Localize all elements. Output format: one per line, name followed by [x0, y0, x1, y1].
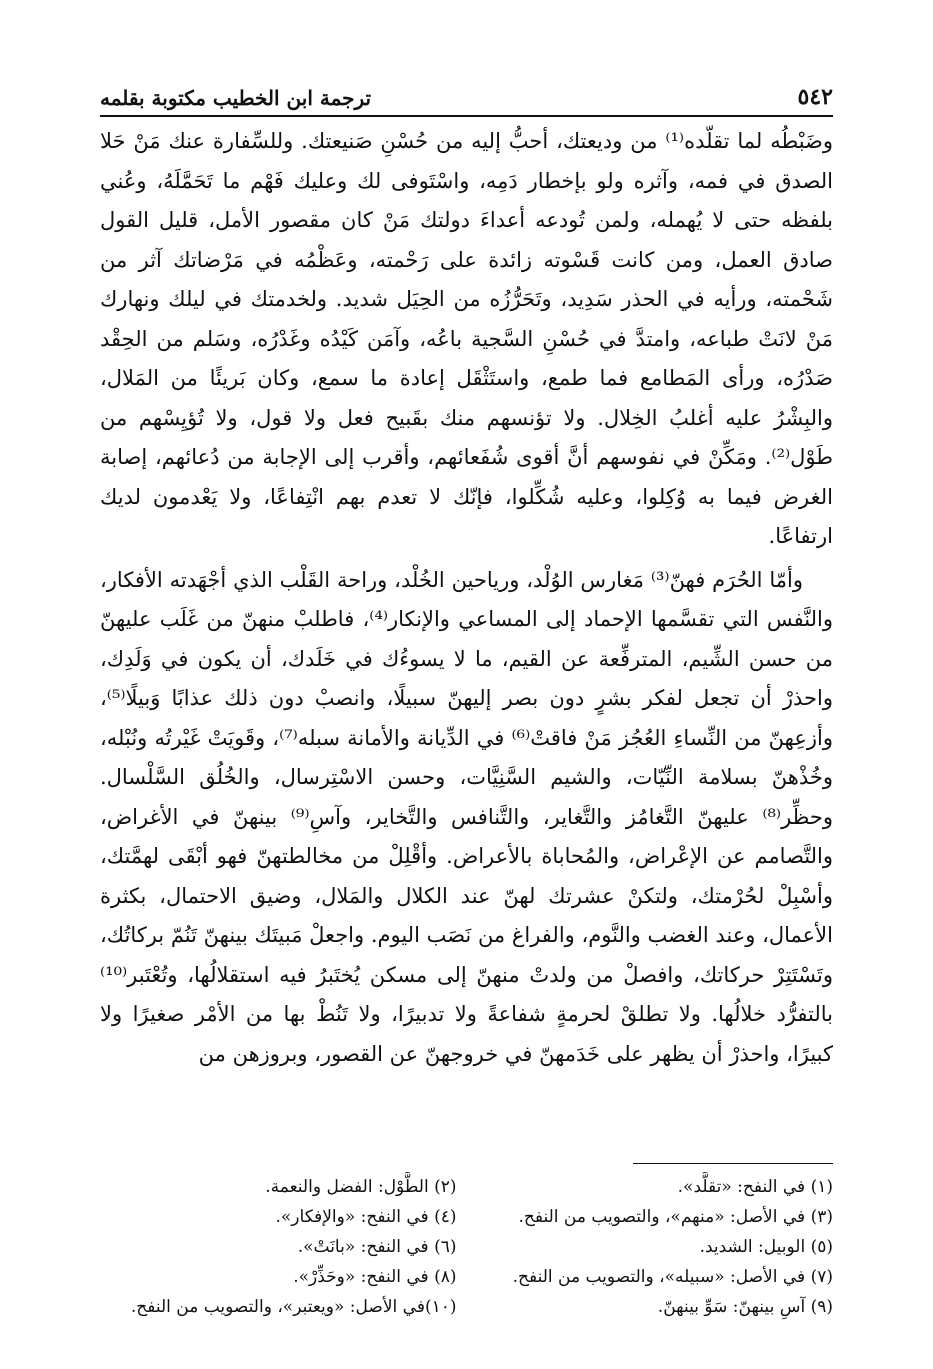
footnote: (١٠)في الأصل: «ويعتبر»، والتصويب من النفح. [130, 1297, 457, 1317]
footnotes [100, 1172, 833, 1322]
page-header [100, 70, 833, 110]
footnote: (٦) في النفح: «بانَتْ». [297, 1237, 457, 1257]
footnote: (٤) في النفح: «والإفكار». [275, 1207, 457, 1227]
footnote: (٧) في الأصل: «سبيله»، والتصويب من النفح. [512, 1267, 833, 1287]
footnote: (١) في النفح: «تقلَّد». [677, 1177, 833, 1197]
paragraph: وضَبْطُه لما تقلّده⁽¹⁾ من وديعتك، أحبُّ إليه من حُسْنِ صَنيعتك. وللسِّفارة عنك مَنْ حَلا الصدق في فمه، وآثره ولو بإخطار دَمِه، واسْتَوفى لك وعليك فَهْم ما تَحَمَّلَهُ، وعُني بلفظه حتى لا يُهمله، ولمن تُودعه أعداءَ دولتك مَنْ كان مقصور الأمل، قليل القول صادق العمل، ومن كانت قَسْوته زائدة على رَحْمته، وعَظْمُه في مَرْضاتك آثر من شَحْمته، ورأيه في الحذر سَدِيد، وتَحَرُّزُه من الحِيَل شديد. ولخدمتك في ليلك ونهارك مَنْ لانَتْ طباعه، وامتدَّ في حُسْنِ السَّجية باعُه، وآمَن كَيْدُه وغَدْرُه، وسَلم من الحِقْد صَدْرُه، ورأى المَطامع فما طمع، واستَثْقَل إعادة ما سمع، وكان بَريئًا من المَلال، والبِشْرُ عليه أغلبُ الخِلال. ولا تؤنسهم منك بقَبيح فعل ولا قول، ولا تُؤيِسْهم من طَوْل⁽²⁾. ومَكِّنْ في نفوسهم أنَّ أقوى شُفَعائهم، وأقرب إلى الإجابة من دُعائهم، إصابة الغرض فيما به وُكِلوا، وعليه شُكِّلوا، فإنّك لا تعدم بهم انْتِفاعًا، ولا يَعْدمون لديك ارتفاعًا. [100, 129, 834, 548]
paragraph: وأمّا الحُرَم فهنّ⁽³⁾ مَغارس الوُلْد، ورياحين الخُلْد، وراحة القَلْب الذي أجْهَدته الأفكار، والنَّفس التي تقسَّمها الإحماد إلى المساعي والإنكار⁽⁴⁾، فاطلبْ منهنّ من غَلَب عليهنّ من حسن الشِّيم، المترفِّعة عن القيم، ما لا يسوءُك في خَلَدك، أن يكون في وَلَدِك، واحذرْ أن تجعل لفكر بشرٍ دون بصر إليهنّ سبيلًا، وانصبْ دون ذلك عذابًا وَبيلًا⁽⁵⁾، وأزعِهنّ من النِّساءِ العُجُز مَنْ فاقتْ⁽⁶⁾ في الدِّيانة والأمانة سبله⁽⁷⁾، وقَويَتْ غَيْرتُه ونُبْله، وخُذْهنّ بسلامة النِّيّات، والشيم السَّنِيَّات، وحسن الاسْتِرسال، والخُلُق السَّلْسال. وحظِّر⁽⁸⁾ عليهنّ التَّغامُز والتَّغاير، والتَّنافس والتَّخاير، وآسِ⁽⁹⁾ بينهنّ في الأغراض، والتَّصامم عن الإعْراض، والمُحاباة بالأعراض. وأقْلِلْ من مخالطتهنّ فهو أبْقَى لهمَّتك، وأسْبِلْ لحُرْمتك، ولتكنْ عشرتك لهنّ عند الكلال والمَلال، وضيق الاحتمال، بكثرة الأعمال، وعند الغضب والنَّوم، والفراغ من نَصَب اليوم. واجعلْ مَبيتَك بينهنّ تَنُمّ بركاتُك، وتَسْتَتِرْ حركاتك، وافصلْ من ولدتْ منهنّ إلى مسكن يُختَبرُ فيه استقلالُها، وتُعْتَبر⁽¹⁰⁾ بالتفرُّد خلالُها. ولا تطلقْ لحرمةٍ شفاعةً ولا تدبيرًا، ولا تَنُطْ بها من الأمْر صغيرًا ولا كبيرًا، واحذرْ أن يظهر على خَدَمهنّ في خروجهنّ عن القصور، وبروزهن من [100, 567, 834, 1066]
footnote: (٥) الوبيل: الشديد. [699, 1237, 833, 1257]
running-title: ترجمة ابن الخطيب مكتوبة بقلمه [100, 86, 372, 110]
footnote: (٢) الطَّوْل: الفضل والنعمة. [265, 1177, 457, 1197]
footnote: (٣) في الأصل: «منهم»، والتصويب من النفح. [518, 1207, 833, 1227]
footnote: (٨) في النفح: «وحَذِّرْ». [293, 1267, 457, 1287]
main-text [100, 122, 833, 1074]
page-number: ٥٤٢ [797, 84, 833, 110]
header-divider [100, 115, 833, 117]
footnote: (٩) آسِ بينهنّ: سَوِّ بينهنّ. [657, 1297, 833, 1317]
footnotes-divider [633, 1163, 833, 1164]
